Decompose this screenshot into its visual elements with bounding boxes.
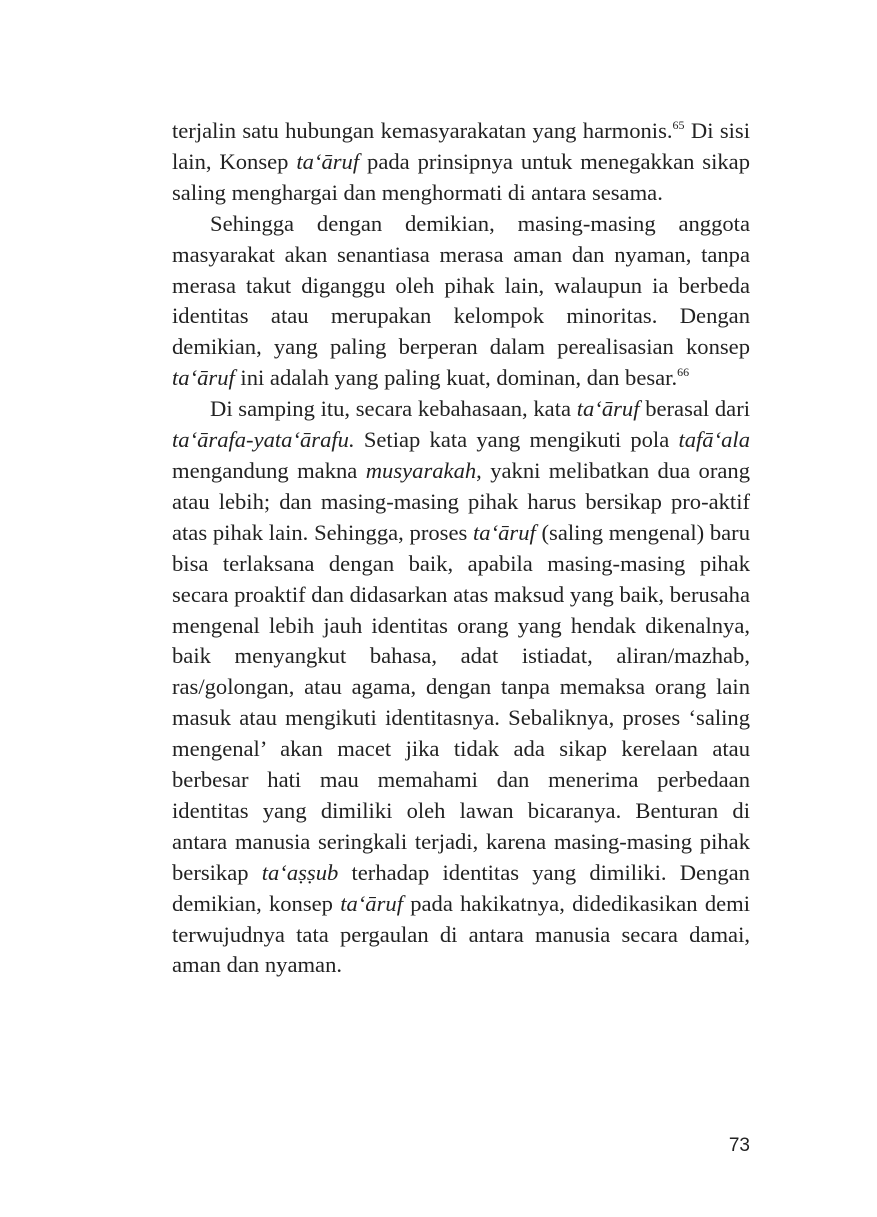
text-segment: terhadap identitas yang dimiliki. Dengan demikian, konsep: [172, 859, 750, 916]
text-segment: , yakni melibatkan dua orang atau lebih; dan masing-masing pihak harus bersikap pro-aktif atas pihak lain. Sehingga, proses: [172, 457, 751, 545]
text-segment: Setiap kata yang mengikuti pola: [354, 427, 679, 453]
italic-term: ta‘āruf: [340, 890, 403, 916]
body-text: [172, 116, 750, 981]
text-segment: pada prinsipnya untuk menegakkan sikap saling menghargai dan menghormati di antara sesama.: [172, 148, 750, 205]
text-segment: Di samping itu, secara kebahasaan, kata: [210, 396, 577, 422]
italic-term: ta‘āruf: [172, 365, 235, 391]
italic-term: musyarakah: [365, 457, 477, 483]
italic-term: ta‘āruf: [576, 396, 640, 422]
text-segment: Sehingga dengan demikian, masing-masing anggota masyarakat akan senantiasa merasa aman dan nyaman, tanpa merasa takut diganggu oleh pihak lain, walaupun ia berbeda identitas atau merupakan kelompok minoritas. Dengan demikian, yang paling berperan dalam perealisasian konsep: [172, 210, 750, 360]
page-number: 73: [728, 1135, 750, 1156]
italic-term: tafā‘ala: [678, 427, 750, 453]
italic-term: ta‘āruf: [296, 148, 360, 174]
italic-term: ta‘āruf: [473, 519, 536, 545]
text-segment: ini adalah yang paling kuat, dominan, dan besar.: [234, 365, 678, 391]
paragraph: [172, 209, 750, 394]
text-segment: berasal dari: [639, 396, 750, 422]
text-segment: Di sisi lain, Konsep: [172, 118, 750, 174]
footnote-marker: 65: [672, 118, 685, 132]
text-segment: (saling mengenal) baru bisa terlaksana dengan baik, apabila masing-masing pihak secara proaktif dan didasarkan atas maksud yang baik, berusaha mengenal lebih jauh identitas orang yang hendak dikenalnya, baik menyangkut bahasa, adat istiadat, aliran/mazhab, ras/golongan, atau agama, dengan tanpa memaksa orang lain masuk atau mengikuti identitasnya. Sebaliknya, proses ‘saling mengenal’ akan macet jika tidak ada sikap kerelaan atau berbesar hati mau memahami dan menerima perbedaan identitas yang dimiliki oleh lawan bicaranya. Benturan di antara manusia seringkali terjadi, karena masing-masing pihak bersikap: [172, 519, 751, 885]
text-segment: terjalin satu hubungan kemasyarakatan yang harmonis.: [172, 118, 673, 143]
paragraph: [172, 116, 750, 209]
footnote-marker: 66: [677, 365, 690, 380]
text-segment: pada hakikatnya, didedikasikan demi terwujudnya tata pergaulan di antara manusia secara damai, aman dan nyaman.: [172, 890, 750, 978]
italic-term: ta‘aṣṣub: [261, 859, 339, 885]
text-segment: mengandung makna: [172, 457, 366, 483]
italic-term: ta‘ārafa-yata‘ārafu.: [172, 427, 355, 453]
paragraph: [172, 394, 750, 981]
